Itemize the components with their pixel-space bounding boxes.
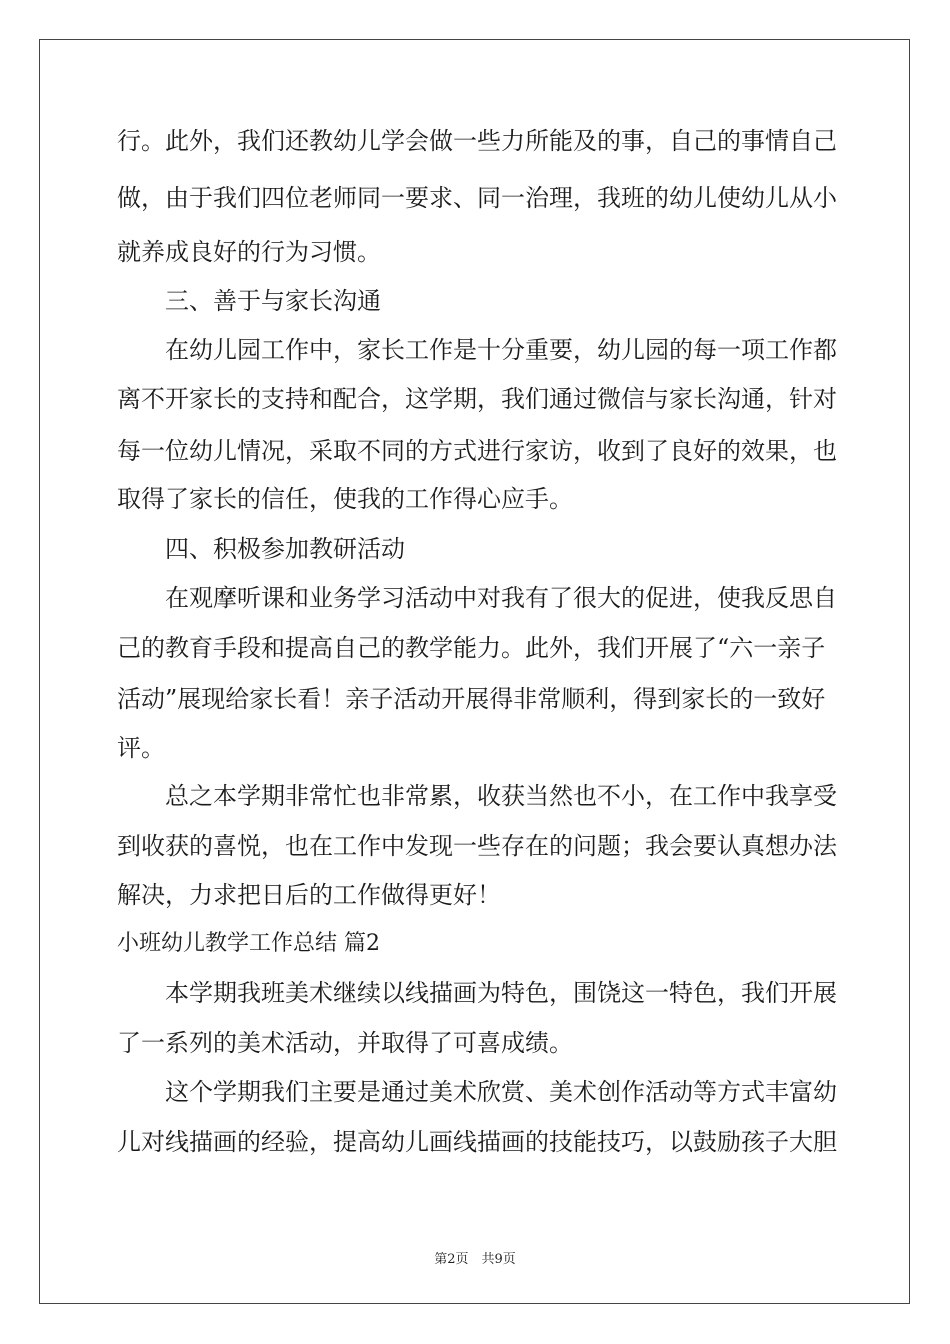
- section-heading: 四、积极参加教研活动: [165, 535, 405, 563]
- article-title: 小班幼儿教学工作总结 篇2: [117, 931, 380, 956]
- text-line: 己的教育手段和提高自己的教学能力。此外，我们开展了“六一亲子: [117, 634, 826, 662]
- text-line: 在幼儿园工作中，家长工作是十分重要，幼儿园的每一项工作都: [165, 336, 837, 364]
- text-line: 到收获的喜悦，也在工作中发现一些存在的问题；我会要认真想办法: [117, 832, 837, 860]
- text-line: 取得了家长的信任，使我的工作得心应手。: [117, 485, 573, 513]
- text-line: 总之本学期非常忙也非常累，收获当然也不小，在工作中我享受: [165, 782, 837, 810]
- text-line: 了一系列的美术活动，并取得了可喜成绩。: [117, 1029, 573, 1057]
- text-line: 活动”展现给家长看！亲子活动开展得非常顺利，得到家长的一致好: [117, 685, 826, 713]
- page-number: 第2页 共9页: [434, 1252, 516, 1267]
- text-line: 在观摩听课和业务学习活动中对我有了很大的促进，使我反思自: [165, 584, 837, 612]
- section-heading: 三、善于与家长沟通: [165, 287, 381, 315]
- text-line: 行。此外，我们还教幼儿学会做一些力所能及的事，自己的事情自己: [117, 127, 837, 155]
- text-line: 解决，力求把日后的工作做得更好！: [117, 881, 501, 909]
- text-line: 就养成良好的行为习惯。: [117, 238, 381, 266]
- page-border: [39, 39, 910, 1304]
- text-line: 这个学期我们主要是通过美术欣赏、美术创作活动等方式丰富幼: [165, 1078, 837, 1106]
- text-line: 每一位幼儿情况，采取不同的方式进行家访，收到了良好的效果，也: [117, 437, 837, 465]
- text-line: 评。: [117, 734, 165, 762]
- text-line: 儿对线描画的经验，提高幼儿画线描画的技能技巧，以鼓励孩子大胆: [117, 1128, 837, 1156]
- text-line: 本学期我班美术继续以线描画为特色，围饶这一特色，我们开展: [165, 979, 837, 1007]
- text-line: 做，由于我们四位老师同一要求、同一治理，我班的幼儿使幼儿从小: [117, 184, 837, 212]
- text-line: 离不开家长的支持和配合，这学期，我们通过微信与家长沟通，针对: [117, 385, 837, 413]
